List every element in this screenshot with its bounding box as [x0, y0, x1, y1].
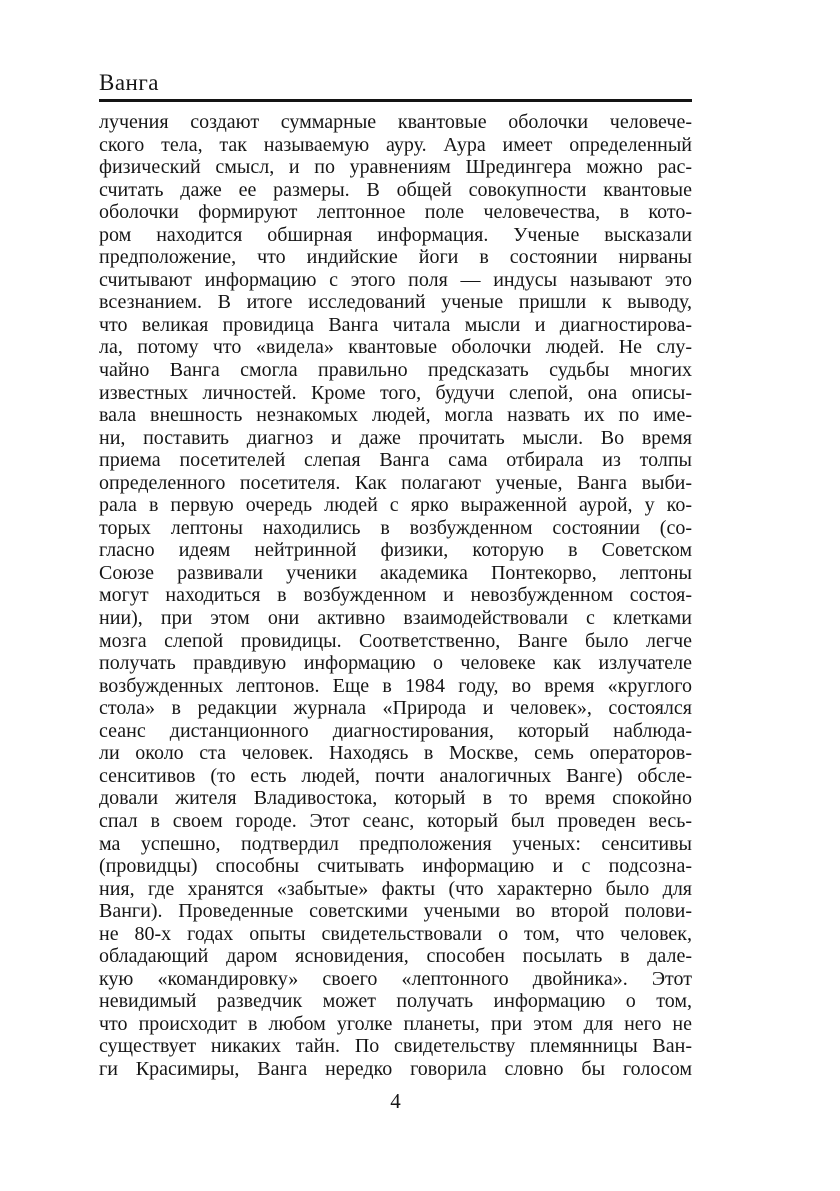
text-line: что происходит в любом уголке планеты, при этом для него не — [99, 1012, 692, 1035]
text-line: возбужденных лептонов. Еще в 1984 году, во время «круглого — [99, 674, 692, 697]
running-header — [99, 70, 692, 96]
page-number-value: 4 — [390, 1089, 401, 1113]
text-line: стола» в редакции журнала «Природа и человек», состоялся — [99, 697, 692, 720]
page-number — [99, 1089, 692, 1114]
text-line: ги Красимиры, Ванга нередко говорила словно бы голосом — [99, 1057, 692, 1080]
text-line: лучения создают суммарные квантовые оболочки человече- — [99, 111, 692, 133]
text-line: получать правдивую информацию о человеке как излучателе — [99, 652, 692, 675]
text-line: торых лептоны находились в возбужденном состоянии (со- — [99, 516, 692, 539]
text-line: всезнанием. В итоге исследований ученые пришли к выводу, — [99, 291, 692, 314]
text-line: ни, поставить диагноз и даже прочитать мысли. Во время — [99, 426, 692, 449]
header-rule — [99, 99, 692, 102]
text-line: что великая провидица Ванга читала мысли и диагностирова- — [99, 313, 692, 336]
body-text — [99, 111, 692, 1081]
text-line: ского тела, так называемую ауру. Аура имеет определенный — [99, 133, 692, 156]
text-line: известных личностей. Кроме того, будучи слепой, она описы- — [99, 381, 692, 404]
text-line: считывают информацию с этого поля — индусы называют это — [99, 268, 692, 291]
text-line: не 80-х годах опыты свидетельствовали о том, что человек, — [99, 922, 692, 945]
text-line: нии), при этом они активно взаимодействовали с клетками — [99, 607, 692, 630]
text-line: чайно Ванга смогла правильно предсказать судьбы многих — [99, 359, 692, 382]
text-line: считать даже ее размеры. В общей совокупности квантовые — [99, 178, 692, 201]
text-line: определенного посетителя. Как полагают ученые, Ванга выби- — [99, 471, 692, 494]
running-header-title: Ванга — [99, 70, 159, 95]
text-line: ром находится обширная информация. Ученые высказали — [99, 223, 692, 246]
text-line: довали жителя Владивостока, который в то время спокойно — [99, 787, 692, 810]
text-line: обладающий даром ясновидения, способен посылать в дале- — [99, 945, 692, 968]
text-line: предположение, что индийские йоги в состоянии нирваны — [99, 246, 692, 269]
text-line: невидимый разведчик может получать информацию о том, — [99, 990, 692, 1013]
text-line: спал в своем городе. Этот сеанс, который был проведен весь- — [99, 809, 692, 832]
text-line: кую «командировку» своего «лептонного двойника». Этот — [99, 967, 692, 990]
text-line: могут находиться в возбужденном и невозбужденном состоя- — [99, 584, 692, 607]
text-line: мозга слепой провидицы. Соответственно, Ванге было легче — [99, 629, 692, 652]
text-line: оболочки формируют лептонное поле человечества, в кото- — [99, 201, 692, 224]
text-line: ла, потому что «видела» квантовые оболочки людей. Не слу- — [99, 336, 692, 359]
text-line: приема посетителей слепая Ванга сама отбирала из толпы — [99, 449, 692, 472]
text-line: существует никаких тайн. По свидетельству племянницы Ван- — [99, 1035, 692, 1058]
text-line: ли около ста человек. Находясь в Москве, семь операторов- — [99, 742, 692, 765]
text-line: (провидцы) способны считывать информацию и с подсозна- — [99, 855, 692, 878]
text-line: Союзе развивали ученики академика Понтекорво, лептоны — [99, 561, 692, 584]
text-line: физический смысл, и по уравнениям Шредингера можно рас- — [99, 156, 692, 179]
text-line: Ванги). Проведенные советскими учеными во второй полови- — [99, 900, 692, 923]
text-line: вала внешность незнакомых людей, могла назвать их по име- — [99, 404, 692, 427]
text-line: гласно идеям нейтринной физики, которую в Советском — [99, 539, 692, 562]
text-line: ма успешно, подтвердил предположения ученых: сенситивы — [99, 832, 692, 855]
text-line: ния, где хранятся «забытые» факты (что характерно было для — [99, 877, 692, 900]
text-line: сенситивов (то есть людей, почти аналогичных Ванге) обсле- — [99, 764, 692, 787]
text-line: рала в первую очередь людей с ярко выраженной аурой, у ко- — [99, 494, 692, 517]
text-line: сеанс дистанционного диагностирования, который наблюда- — [99, 719, 692, 742]
